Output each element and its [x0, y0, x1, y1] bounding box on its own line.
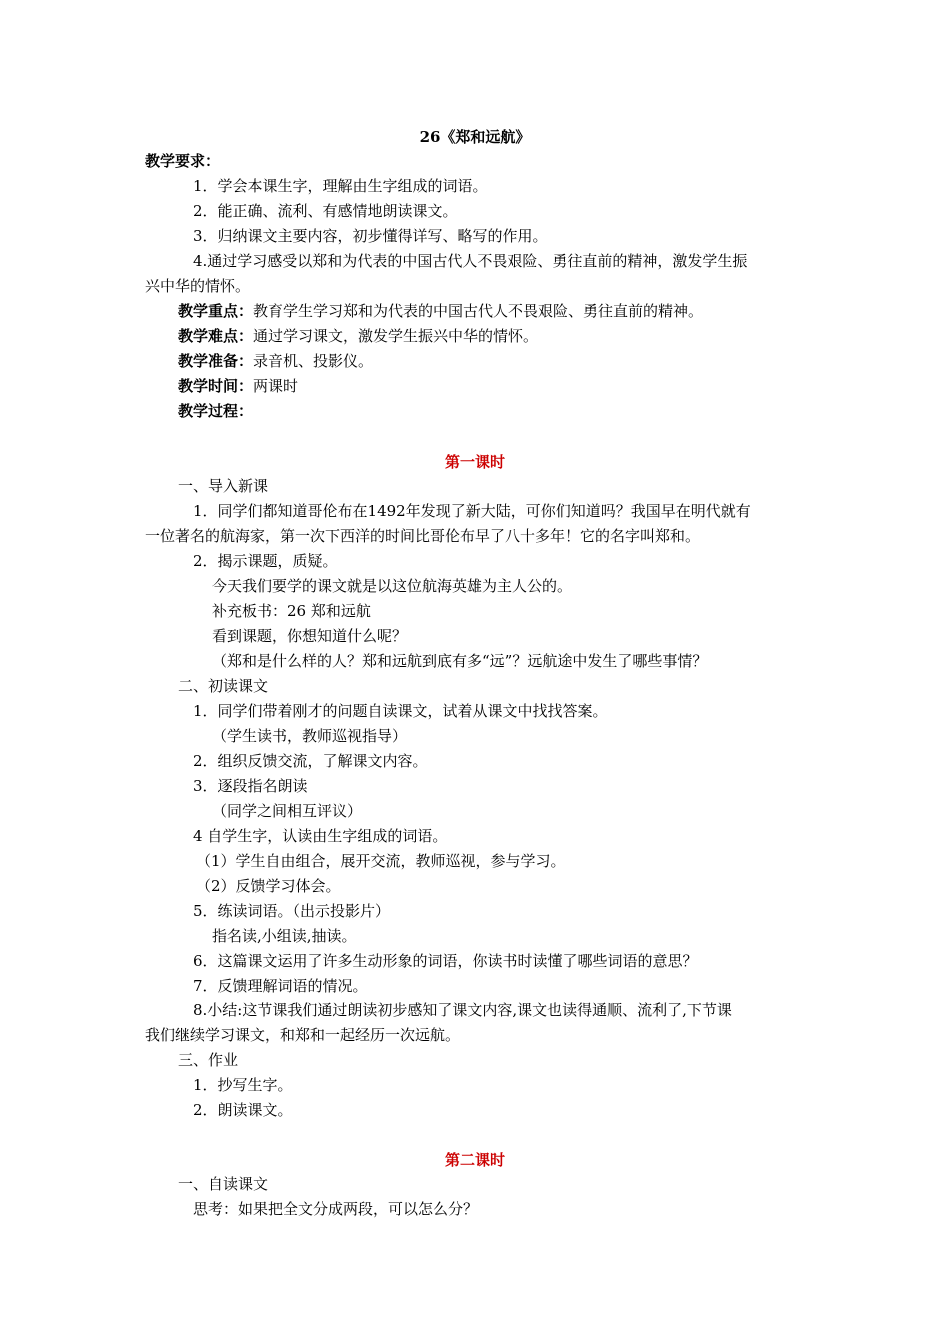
paragraph-line: 2．朗读课文。: [193, 1101, 293, 1119]
paragraph-line: 2．组织反馈交流，了解课文内容。: [193, 752, 428, 770]
paragraph-line: 1．同学们带着刚才的问题自读课文，试着从课文中找找答案。: [193, 702, 608, 720]
paragraph-line: 7．反馈理解词语的情况。: [193, 977, 368, 995]
paragraph-line: 5．练读词语。（出示投影片）: [193, 902, 391, 920]
lesson2-heading: 第二课时: [444, 1151, 505, 1169]
paragraph-line: 补充板书：26 郑和远航: [212, 602, 371, 620]
teaching-prep-label: 教学准备：: [178, 352, 254, 370]
paragraph-line: 看到课题，你想知道什么呢？: [212, 627, 408, 645]
teaching-focus-label: 教学重点：: [178, 302, 254, 320]
paragraph-line: 一位著名的航海家，第一次下西洋的时间比哥伦布早了八十多年！它的名字叫郑和。: [145, 527, 701, 545]
document-title: 26《郑和远航》: [419, 128, 531, 146]
section-heading: 一、导入新课: [178, 477, 269, 495]
teaching-focus: [178, 301, 703, 321]
paragraph-line: 6．这篇课文运用了许多生动形象的词语，你读书时读懂了哪些词语的意思？: [193, 952, 698, 970]
paragraph-line: 3．逐段指名朗读: [193, 777, 308, 795]
teaching-prep-text: 录音机、投影仪。: [253, 352, 374, 370]
paragraph-line: 今天我们要学的课文就是以这位航海英雄为主人公的。: [212, 577, 573, 595]
paragraph-line: （1）学生自由组合，展开交流，教师巡视，参与学习。: [196, 852, 566, 870]
teaching-time-text: 两课时: [253, 377, 299, 395]
paragraph-line: （郑和是什么样的人？郑和远航到底有多“远”？远航途中发生了哪些事情？: [212, 652, 708, 670]
teaching-time-label: 教学时间：: [178, 377, 254, 395]
section-heading: 三、作业: [178, 1051, 239, 1069]
requirement-item: 4.通过学习感受以郑和为代表的中国古代人不畏艰险、勇往直前的精神，激发学生振: [193, 252, 748, 270]
paragraph-line: （2）反馈学习体会。: [196, 877, 341, 895]
teaching-prep: [178, 351, 373, 371]
requirement-item: 1．学会本课生字，理解由生字组成的词语。: [193, 177, 488, 195]
teaching-difficulty-text: 通过学习课文，激发学生振兴中华的情怀。: [253, 327, 539, 345]
requirements-label: 教学要求：: [145, 152, 221, 170]
paragraph-line: 8.小结:这节课我们通过朗读初步感知了课文内容,课文也读得通顺、流利了,下节课: [193, 1001, 732, 1019]
paragraph-line: 1．抄写生字。: [193, 1076, 293, 1094]
paragraph-line: （同学之间相互评议）: [212, 802, 363, 820]
requirement-item-continued: 兴中华的情怀。: [145, 277, 251, 295]
teaching-difficulty: [178, 326, 538, 346]
requirement-item: 3．归纳课文主要内容，初步懂得详写、略写的作用。: [193, 227, 548, 245]
paragraph-line: 我们继续学习课文，和郑和一起经历一次远航。: [145, 1026, 461, 1044]
section-heading: 一、自读课文: [178, 1175, 269, 1193]
teaching-difficulty-label: 教学难点：: [178, 327, 254, 345]
lesson1-heading: 第一课时: [444, 453, 505, 471]
paragraph-line: 1．同学们都知道哥伦布在1492年发现了新大陆，可你们知道吗？我国早在明代就有: [193, 502, 751, 520]
paragraph-line: 思考：如果把全文分成两段，可以怎么分？: [193, 1200, 479, 1218]
teaching-process-label: 教学过程：: [178, 402, 254, 420]
paragraph-line: 2．揭示课题，质疑。: [193, 552, 338, 570]
teaching-time: [178, 376, 298, 396]
paragraph-line: 指名读,小组读,抽读。: [212, 927, 357, 945]
paragraph-line: 4 自学生字，认读由生字组成的词语。: [193, 827, 448, 845]
section-heading: 二、初读课文: [178, 677, 269, 695]
teaching-focus-text: 教育学生学习郑和为代表的中国古代人不畏艰险、勇往直前的精神。: [253, 302, 704, 320]
paragraph-line: （学生读书，教师巡视指导）: [212, 727, 408, 745]
requirement-item: 2．能正确、流利、有感情地朗读课文。: [193, 202, 458, 220]
